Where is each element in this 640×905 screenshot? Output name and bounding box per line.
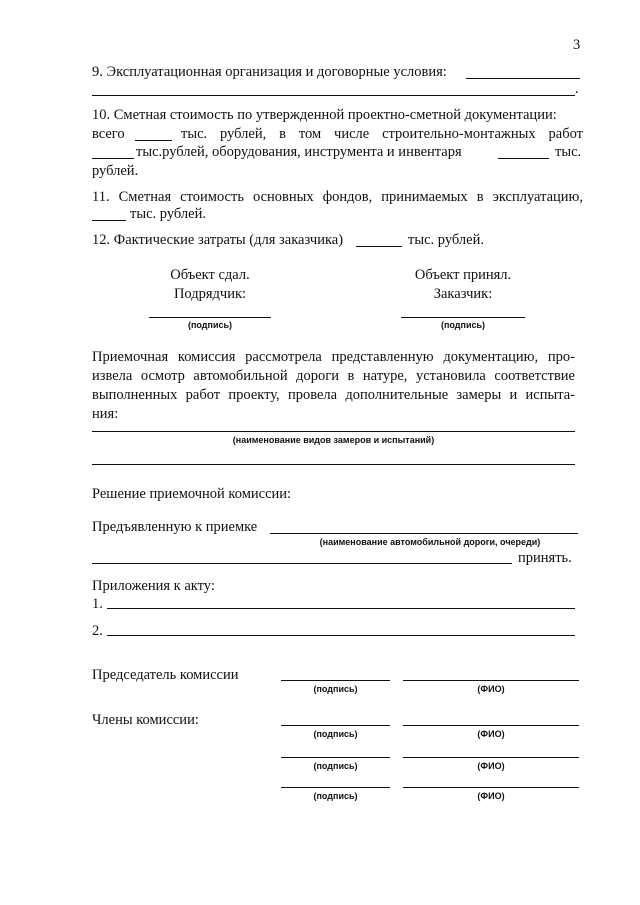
member2-fio-line: [403, 757, 579, 758]
measurements-line-2: [92, 464, 575, 465]
presented-label: Предъявленную к приемке: [92, 519, 258, 535]
decision-title: Решение приемочной комиссии:: [92, 486, 292, 502]
item9-blank-1: [466, 78, 580, 79]
chairman-signature-line: [281, 680, 390, 681]
item9-blank-2: [92, 95, 575, 96]
commission-text-line3: выполненных работ проекту, провела дополнительные замеры и испыта-: [92, 387, 575, 403]
item10-smr-blank: [92, 158, 134, 159]
member2-signature-caption: (подпись): [313, 761, 358, 771]
contractor-label: Подрядчик:: [173, 286, 247, 302]
presented-caption: (наименование автомобильной дороги, очереди): [319, 537, 541, 547]
contractor-signature-caption: (подпись): [187, 320, 233, 330]
attachment-1-number: 1.: [92, 596, 103, 612]
member1-fio-line: [403, 725, 579, 726]
item10-line2: тыс. рублей, в том числе строительно-монтажных работ: [181, 126, 583, 142]
customer-accepted-label: Объект принял.: [414, 267, 512, 283]
member3-signature-caption: (подпись): [313, 791, 358, 801]
member2-signature-line: [281, 757, 390, 758]
attachment-1-line: [107, 608, 575, 609]
item10-line4: рублей.: [92, 163, 139, 179]
item10-total-label: всего: [92, 126, 125, 142]
customer-label: Заказчик:: [433, 286, 493, 302]
measurements-caption: (наименование видов замеров и испытаний): [232, 435, 435, 445]
page-number: 3: [573, 37, 581, 53]
attachment-2-number: 2.: [92, 623, 103, 639]
member3-fio-line: [403, 787, 579, 788]
commission-text-line4: ния:: [92, 406, 119, 422]
item10-line3: тыс.рублей, оборудования, инструмента и инвентаря: [136, 144, 462, 160]
member3-fio-caption: (ФИО): [477, 791, 505, 801]
contractor-handed-label: Объект сдал.: [170, 267, 250, 283]
item9-text: 9. Эксплуатационная организация и договорные условия:: [92, 64, 447, 80]
item10-line3-unit: тыс.: [555, 144, 582, 160]
member2-fio-caption: (ФИО): [477, 761, 505, 771]
customer-signature-line: [401, 317, 525, 318]
item10-total-blank: [135, 140, 172, 141]
members-label: Члены комиссии:: [92, 712, 199, 728]
item11-blank: [92, 220, 126, 221]
member3-signature-line: [281, 787, 390, 788]
chairman-fio-line: [403, 680, 579, 681]
contractor-signature-line: [149, 317, 271, 318]
member1-signature-line: [281, 725, 390, 726]
commission-text-line2: извела осмотр автомобильной дороги в натуре, установила соответствие: [92, 368, 575, 384]
presented-line-1: [270, 533, 578, 534]
item11-line2: тыс. рублей.: [130, 206, 206, 222]
accept-text: принять.: [518, 550, 572, 566]
customer-signature-caption: (подпись): [440, 320, 486, 330]
item12-blank: [356, 246, 402, 247]
item11-line1: 11. Сметная стоимость основных фондов, принимаемых в эксплуатацию,: [92, 189, 583, 205]
chairman-signature-caption: (подпись): [313, 684, 358, 694]
item10-line1: 10. Сметная стоимость по утвержденной проектно-сметной документации:: [92, 107, 557, 123]
presented-line-2: [92, 563, 512, 564]
item12-text: 12. Фактические затраты (для заказчика): [92, 232, 344, 248]
member1-signature-caption: (подпись): [313, 729, 358, 739]
item12-unit: тыс. рублей.: [408, 232, 484, 248]
member1-fio-caption: (ФИО): [477, 729, 505, 739]
item10-equipment-blank: [498, 158, 549, 159]
item9-period: .: [575, 81, 579, 97]
commission-text-line1: Приемочная комиссия рассмотрела представленную документацию, про-: [92, 349, 575, 365]
chairman-label: Председатель комиссии: [92, 667, 239, 683]
attachments-title: Приложения к акту:: [92, 578, 215, 594]
measurements-line-1: [92, 431, 575, 432]
chairman-fio-caption: (ФИО): [477, 684, 505, 694]
attachment-2-line: [107, 635, 575, 636]
